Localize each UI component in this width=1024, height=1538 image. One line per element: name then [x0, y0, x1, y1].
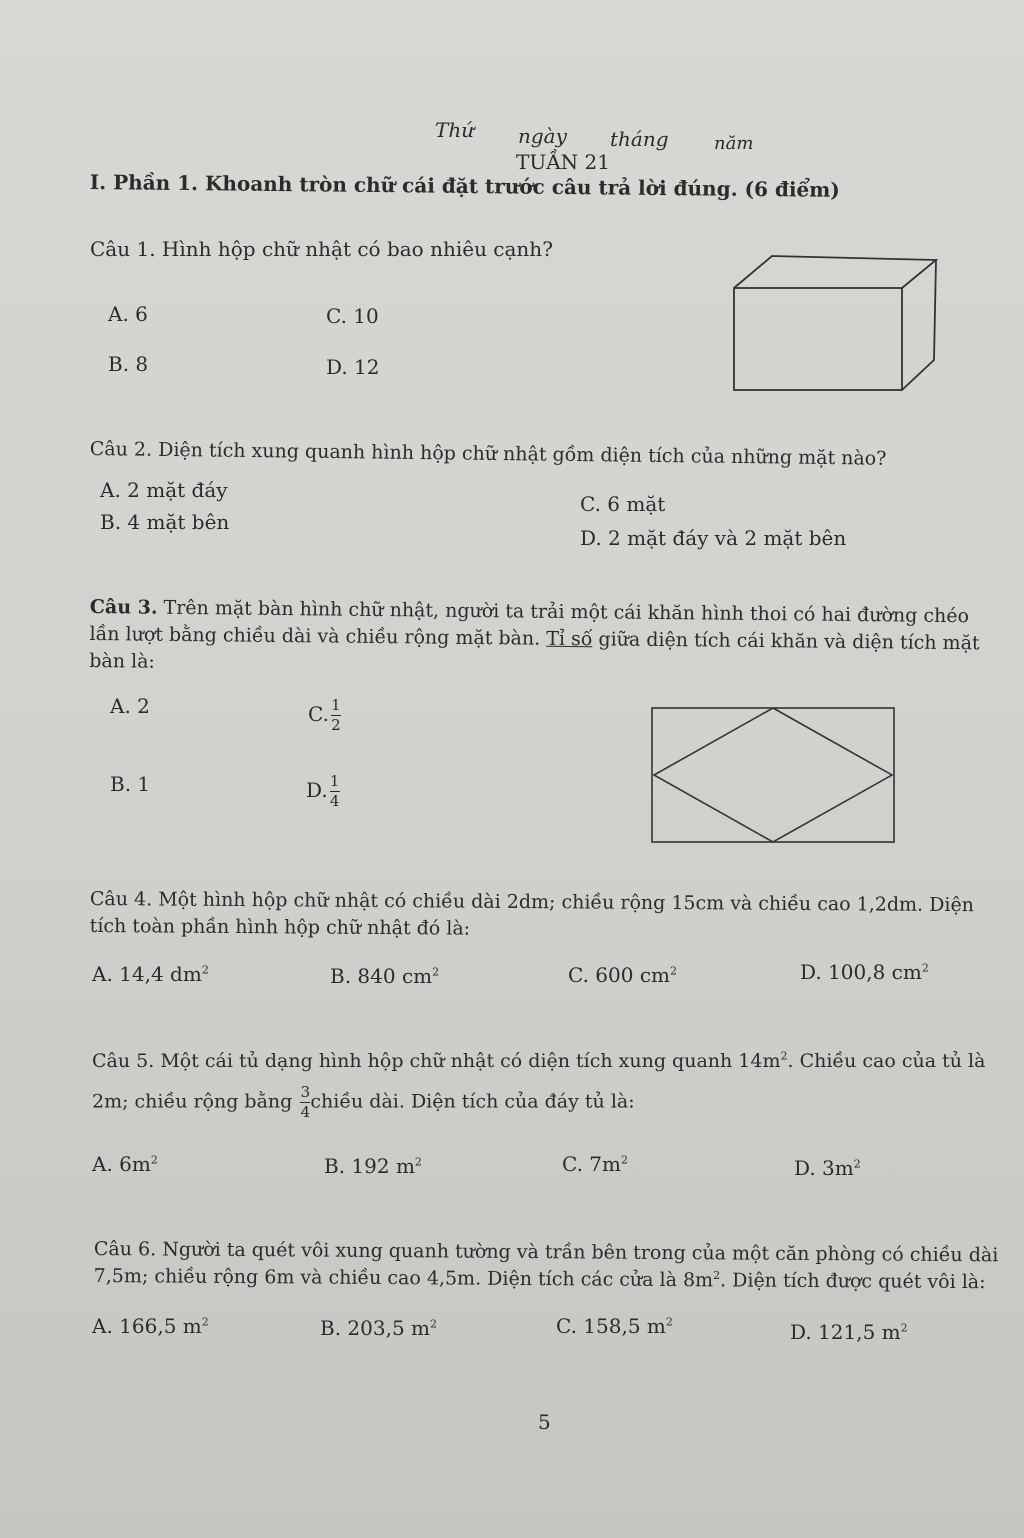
fraction-three-quarters: $\frac{3}{4}$: [300, 1083, 311, 1121]
question-text-line-3: bàn là:: [89, 649, 155, 673]
q5-option-c[interactable]: C. $7m^2$: [562, 1152, 628, 1176]
question-text-line-2: tích toàn phần hình hộp chữ nhật đó là:: [89, 914, 471, 940]
question-text-line-1: Người ta quét vôi xung quanh tường và trần bên trong của một căn phòng có chiều dài: [162, 1238, 999, 1267]
question-text-line-1: Một hình hộp chữ nhật có chiều dài 2dm; chiều rộng 15cm và chiều cao 1,2dm. Diện: [158, 888, 975, 917]
question-label: Câu 4.: [89, 887, 153, 911]
header-thu: Thứ: [435, 118, 475, 142]
q2-option-b[interactable]: B. 4 mặt bên: [100, 510, 230, 534]
q1-option-c[interactable]: C. 10: [326, 304, 379, 328]
q1-option-d[interactable]: D. 12: [326, 355, 380, 379]
cuboid-figure: [728, 250, 944, 398]
q2-option-d[interactable]: D. 2 mặt đáy và 2 mặt bên: [580, 526, 847, 550]
question-label: Câu 2.: [89, 437, 153, 461]
question-text-line-2b: chiều dài. Diện tích của đáy tủ là:: [310, 1090, 635, 1113]
fraction-one-quarter: $\frac{1}{4}$: [329, 772, 340, 810]
header-ngay: ngày: [518, 124, 567, 148]
question-text-line-2a: 7,5m; chiều rộng 6m và chiều cao 4,5m. Diện tích các cửa là 8m: [93, 1264, 714, 1292]
q2-option-c[interactable]: C. 6 mặt: [580, 492, 666, 516]
q2-option-a[interactable]: A. 2 mặt đáy: [100, 478, 228, 502]
q4-option-a[interactable]: A. 14,4 $dm^2$: [92, 962, 209, 986]
question-label: Câu 1.: [90, 237, 156, 261]
question-label: Câu 3.: [89, 595, 158, 619]
week-label: TUẦN 21: [516, 150, 610, 174]
question-label: Câu 5.: [92, 1050, 155, 1072]
question-text-line-2b: giữa diện tích cái khăn và diện tích mặt: [598, 628, 980, 655]
question-label: Câu 6.: [93, 1238, 157, 1261]
q6-option-a[interactable]: A. 166,5 $m^2$: [92, 1314, 209, 1338]
option-letter: D.: [306, 778, 328, 802]
question-text-line-1b: . Chiều cao của tủ là: [787, 1050, 986, 1072]
q6-option-c[interactable]: C. 158,5 $m^2$: [556, 1314, 673, 1338]
q3-option-d[interactable]: [306, 774, 340, 809]
option-letter: C.: [308, 702, 329, 726]
q6-option-b[interactable]: B. 203,5 $m^2$: [320, 1316, 437, 1340]
q5-option-a[interactable]: A. $6m^2$: [92, 1152, 158, 1176]
q4-option-b[interactable]: B. 840 $cm^2$: [330, 964, 440, 988]
section-title: I. Phần 1. Khoanh tròn chữ cái đặt trước câu trả lời đúng. (6 điểm): [89, 170, 840, 202]
question-text-line-2a: 2m; chiều rộng bằng: [92, 1090, 293, 1113]
question-text-line-2b: . Diện tích được quét vôi là:: [720, 1269, 986, 1294]
question-5: Câu 5. Một cái tủ dạng hình hộp chữ nhật có diện tích xung quanh $14m^2$. Chiều cao của tủ là 2m; chiều rộng bằng $\frac{3}{4}$ chiều dài. Diện tích của đáy tủ là:: [92, 1049, 986, 1121]
q6-option-d[interactable]: D. 121,5 $m^2$: [790, 1320, 908, 1344]
question-text: Hình hộp chữ nhật có bao nhiêu cạnh?: [161, 237, 553, 261]
question-2: [90, 436, 887, 473]
header-nam: năm: [714, 133, 754, 154]
q3-option-c[interactable]: [308, 698, 341, 733]
question-text-line-1: Trên mặt bàn hình chữ nhật, người ta trải một cái khăn hình thoi có hai đường chéo: [163, 596, 970, 628]
question-6: Câu 6. Người ta quét vôi xung quanh tường và trần bên trong của một căn phòng có chiều dài 7,5m; chiều rộng 6m và chiều cao 4,5m. Diện tích các cửa là $8m^2$. Diện tích được quét vôi là:: [93, 1238, 999, 1294]
q3-option-a[interactable]: A. 2: [110, 694, 150, 718]
question-text: Diện tích xung quanh hình hộp chữ nhật gồm diện tích của những mặt nào?: [158, 438, 887, 470]
question-4: [90, 886, 974, 946]
question-3: [89, 594, 980, 684]
q1-option-b[interactable]: B. 8: [108, 352, 149, 376]
q1-option-a[interactable]: A. 6: [108, 302, 148, 326]
fraction-one-half: $\frac{1}{2}$: [331, 696, 341, 734]
header-thang: tháng: [610, 127, 669, 151]
page-number: 5: [538, 1410, 551, 1434]
q5-option-d[interactable]: D. $3m^2$: [794, 1156, 861, 1180]
q3-option-b[interactable]: B. 1: [110, 772, 151, 796]
underlined-term: Tỉ số: [546, 627, 593, 651]
q4-option-d[interactable]: D. 100,8 $cm^2$: [800, 960, 929, 984]
q5-option-b[interactable]: B. 192 $m^2$: [324, 1154, 422, 1178]
question-text-line-2a: lần lượt bằng chiều dài và chiều rộng mặt bàn.: [89, 622, 541, 650]
rhombus-in-rectangle-figure: [640, 700, 902, 850]
question-1: [90, 236, 553, 263]
question-text-line-1: Một cái tủ dạng hình hộp chữ nhật có diện tích xung quanh 14m: [160, 1050, 781, 1072]
q4-option-c[interactable]: C. 600 $cm^2$: [568, 963, 678, 987]
